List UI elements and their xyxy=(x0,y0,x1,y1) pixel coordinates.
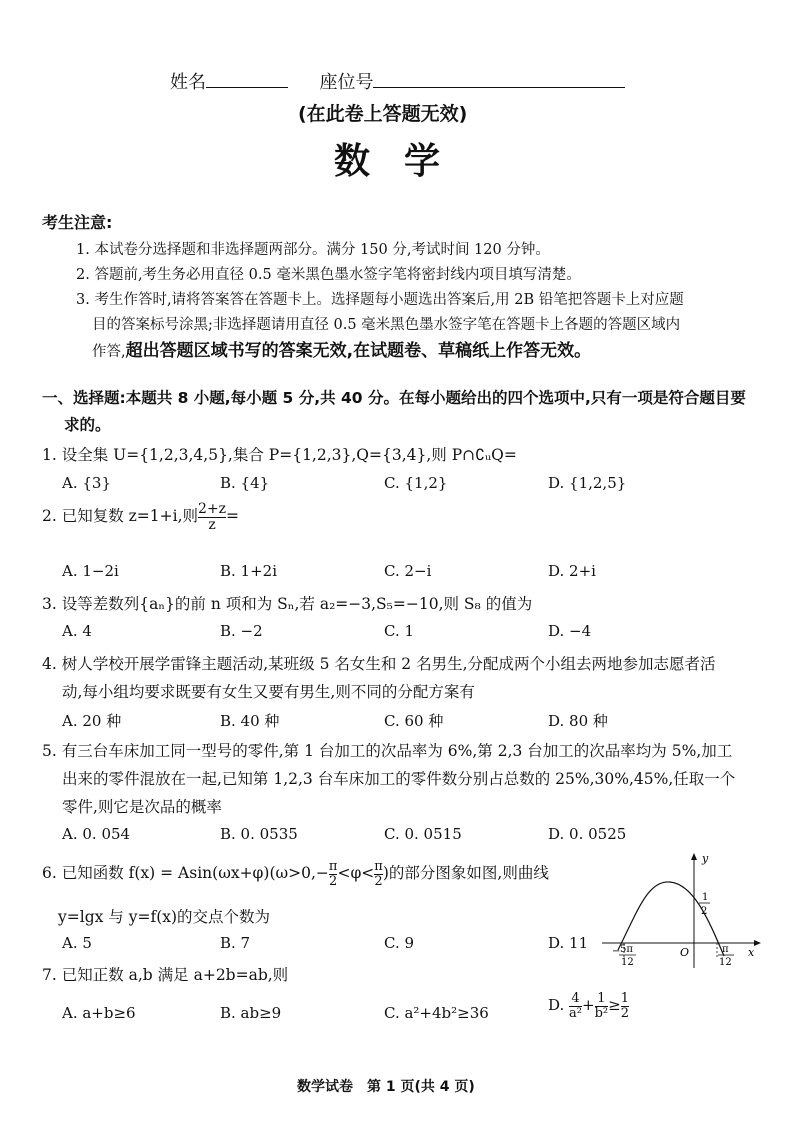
q5-option-b: B. 0. 0535 xyxy=(220,825,298,843)
q7-option-b: B. ab≥9 xyxy=(220,1004,282,1022)
q2-option-a: A. 1−2i xyxy=(62,562,119,580)
right-zero-denominator: 12 xyxy=(719,957,732,968)
q4-option-c: C. 60 种 xyxy=(384,712,444,730)
q1-option-a: A. {3} xyxy=(62,474,111,492)
q7d-fraction-2: $\frac{1}{\text{b²}}$ xyxy=(594,991,609,1021)
q1-option-c: C. {1,2} xyxy=(384,474,448,492)
question-1-stem: 1. 设全集 U={1,2,3,4,5},集合 P={1,2,3},Q={3,4},则 P∩∁ᵤQ= xyxy=(42,446,517,464)
question-7-stem: 7. 已知正数 a,b 满足 a+2b=ab,则 xyxy=(42,966,289,984)
y-axis-label: y xyxy=(702,852,709,865)
q6-option-a: A. 5 xyxy=(62,934,92,952)
q6-option-b: B. 7 xyxy=(220,934,251,952)
question-5-stem-cont-2: 零件,则它是次品的概率 xyxy=(62,798,222,816)
y-axis-arrow xyxy=(691,853,697,860)
invalid-note: (在此卷上答题无效) xyxy=(298,103,468,125)
notice-item-2: 2. 答题前,考生务必用直径 0.5 毫米黑色墨水签字笔将密封线内项目填写清楚。 xyxy=(76,267,581,283)
q6-function-graph xyxy=(598,850,766,970)
notice-item-3: 3. 考生作答时,请将答案答在答题卡上。选择题每小题选出答案后,用 2B 铅笔把答题卡上对应题 xyxy=(76,292,684,308)
left-zero-denominator: 12 xyxy=(621,957,634,968)
q6-pi-over-2-left: $\frac{\pi}{2}$ xyxy=(328,859,338,889)
question-5-stem-cont-1: 出来的零件混放在一起,已知第 1,2,3 台车床加工的零件数分别占总数的 25%,30%,45%,任取一个 xyxy=(62,770,736,788)
q2-fraction: $\frac{2+z}{z}$ xyxy=(198,501,227,533)
x-axis-arrow xyxy=(754,940,761,946)
left-zero-sign: − xyxy=(612,946,621,957)
notice-last-prefix: 作答, xyxy=(92,344,126,360)
section-1-heading: 一、选择题:本题共 8 小题,每小题 5 分,共 40 分。在每小题给出的四个选项中,只有一项是符合题目要 xyxy=(42,389,746,407)
q4-option-a: A. 20 种 xyxy=(62,712,122,730)
seat-blank xyxy=(373,71,625,88)
q4-option-b: B. 40 种 xyxy=(220,712,280,730)
notice-title: 考生注意: xyxy=(42,213,113,232)
q3-option-c: C. 1 xyxy=(384,622,415,640)
name-blank xyxy=(206,71,288,88)
q1-option-b: B. {4} xyxy=(220,474,270,492)
q6-option-c: C. 9 xyxy=(384,934,415,952)
q5-option-d: D. 0. 0525 xyxy=(548,825,627,843)
notice-item-1: 1. 本试卷分选择题和非选择题两部分。满分 150 分,考试时间 120 分钟。 xyxy=(76,242,550,258)
question-2-stem: 2. 已知复数 z=1+i,则 $\frac{2+z}{z}$ = xyxy=(42,501,240,533)
half-numerator: 1 xyxy=(702,892,709,903)
q2-option-c: C. 2−i xyxy=(384,562,432,580)
q3-option-b: B. −2 xyxy=(220,622,263,640)
seat-label: 座位号 xyxy=(319,72,374,93)
q3-option-d: D. −4 xyxy=(548,622,592,640)
q4-option-d: D. 80 种 xyxy=(548,712,608,730)
q1-option-d: D. {1,2,5} xyxy=(548,474,627,492)
q7d-fraction-1: $\frac{4}{\text{a²}}$ xyxy=(569,991,583,1021)
question-4-stem-cont: 动,每小组均要求既要有女生又要有男生,则不同的分配方案有 xyxy=(62,683,475,701)
q5-option-a: A. 0. 054 xyxy=(62,825,131,843)
q3-option-a: A. 4 xyxy=(62,622,92,640)
name-field-row xyxy=(170,68,625,94)
x-axis-label: x xyxy=(748,946,755,959)
q5-option-c: C. 0. 0515 xyxy=(384,825,462,843)
notice-item-3-cont: 目的答案标号涂黑;非选择题请用直径 0.5 毫米黑色墨水签字笔在答题卡上各题的答题区域内 xyxy=(92,317,681,333)
q7-option-c: C. a²+4b²≥36 xyxy=(384,1004,489,1022)
q7d-fraction-3: $\frac{1}{2}$ xyxy=(620,991,629,1021)
q2-option-b: B. 1+2i xyxy=(220,562,278,580)
question-4-stem: 4. 树人学校开展学雷锋主题活动,某班级 5 名女生和 2 名男生,分配成两个小组去两地参加志愿者活 xyxy=(42,655,716,673)
q6-pi-over-2-right: $\frac{\pi}{2}$ xyxy=(374,859,383,889)
right-zero-numerator: π xyxy=(722,944,729,955)
question-5-stem: 5. 有三台车床加工同一型号的零件,第 1 台加工的次品率为 6%,第 2,3 台加工的次品率均为 5%,加工 xyxy=(42,742,733,760)
origin-label: O xyxy=(680,946,690,959)
subject-title: 数学 xyxy=(334,141,475,182)
left-zero-numerator: 5π xyxy=(620,944,633,955)
question-6-stem-cont: y=lgx 与 y=f(x)的交点个数为 xyxy=(58,908,271,926)
page-footer: 数学试卷 第 1 页(共 4 页) xyxy=(297,1079,475,1095)
notice-bold-warning: 超出答题区域书写的答案无效,在试题卷、草稿纸上作答无效。 xyxy=(125,341,592,361)
question-3-stem: 3. 设等差数列{aₙ}的前 n 项和为 Sₙ,若 a₂=−3,S₅=−10,则 S₈ 的值为 xyxy=(42,595,533,613)
q7-option-d: D. $\frac{4}{\text{a²}}$ + $\frac{1}{\text{b²}}$ ≥ $\frac{1}{2}$ xyxy=(548,991,629,1021)
half-denominator: 2 xyxy=(701,906,708,917)
q7-option-a: A. a+b≥6 xyxy=(62,1004,136,1022)
q2-option-d: D. 2+i xyxy=(548,562,596,580)
section-1-heading-cont: 求的。 xyxy=(64,416,111,434)
question-6-stem: 6. 已知函数 f(x) = Asin(ωx+φ)(ω>0,− $\frac{\pi}{2}$ <φ< $\frac{\pi}{2}$ )的部分图象如图,则曲线 xyxy=(42,859,549,889)
q6-option-d: D. 11 xyxy=(548,934,589,952)
name-label: 姓名 xyxy=(170,72,206,93)
notice-last-line xyxy=(92,336,591,361)
